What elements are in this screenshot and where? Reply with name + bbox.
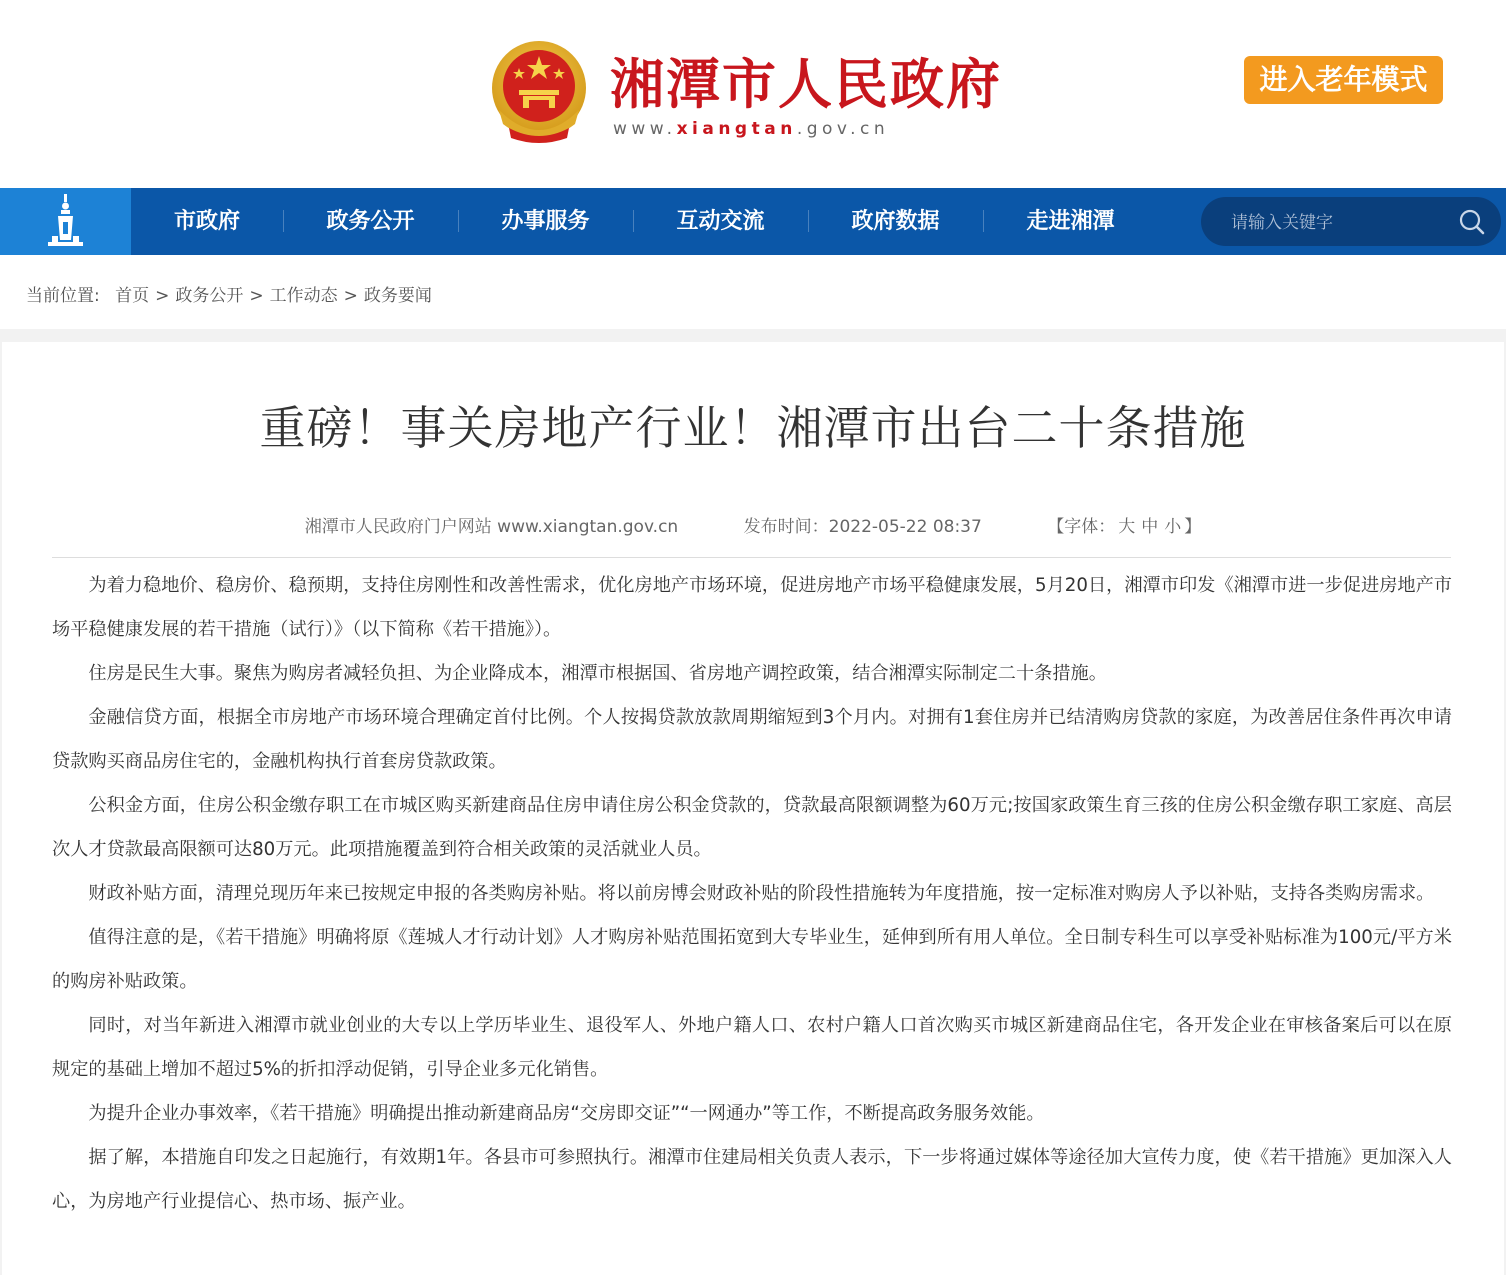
font-size-close: 】 [1184,517,1202,537]
elder-mode-button[interactable]: 进入老年模式 [1244,56,1443,104]
font-small-button[interactable]: 小 [1164,517,1182,537]
breadcrumb-separator: > [155,286,170,306]
article-paragraph: 住房是民生大事。聚焦为购房者减轻负担、为企业降成本，湘潭市根据国、省房地产调控政策，结合湘潭实际制定二十条措施。 [88,663,1107,684]
article-paragraph: 金融信贷方面，根据全市房地产市场环境合理确定首付比例。个人按揭贷款放款周期缩短到3个月内。对拥有1套住房并已结清购房贷款的家庭，为改善居住条件再次申请贷款购买商品房住宅的，金融机构执行首套房贷款政策。 [52,707,1452,772]
article-paragraph: 财政补贴方面，清理兑现历年来已按规定申报的各类购房补贴。将以前房博会财政补贴的阶段性措施转为年度措施，按一定标准对购房人予以补贴，支持各类购房需求。 [88,883,1435,904]
article-publish-time: 发布时间：2022-05-22 08:37 [743,517,982,537]
site-url-domain: xiangtan [676,119,797,139]
site-url-prefix: www. [613,119,677,139]
nav-item-services[interactable]: 办事服务 [458,188,633,255]
home-icon [0,188,131,255]
breadcrumb-label: 当前位置: [26,286,100,306]
breadcrumb-bar [0,255,1506,329]
article-body [52,564,1452,1224]
breadcrumb-separator: > [249,286,264,306]
nav-item-government-data[interactable]: 政府数据 [808,188,983,255]
breadcrumb-home[interactable]: 首页 [115,286,150,306]
font-size-switcher [1047,517,1201,537]
nav-item-interaction[interactable]: 互动交流 [633,188,808,255]
article-title: 重磅！事关房地产行业！湘潭市出台二十条措施 [259,401,1247,455]
article-source: 湘潭市人民政府门户网站 www.xiangtan.gov.cn [304,517,679,537]
article [2,342,1504,1275]
article-paragraph: 同时，对当年新进入湘潭市就业创业的大专以上学历毕业生、退役军人、外地户籍人口、农村户籍人口首次购买市城区新建商品住宅，各开发企业在审核备案后可以在原规定的基础上增加不超过5%的折扣浮动促销，引导企业多元化销售。 [52,1015,1452,1080]
nav-item-government-affairs[interactable]: 政务公开 [283,188,458,255]
font-large-button[interactable]: 大 [1118,517,1136,537]
search-box [1201,197,1501,246]
article-paragraph: 为提升企业办事效率，《若干措施》明确提出推动新建商品房“交房即交证”“一网通办”等工作，不断提高政务服务效能。 [88,1103,1045,1124]
article-meta [2,512,1504,537]
font-size-label: 【字体： [1047,517,1116,537]
site-url [613,119,889,139]
breadcrumb-government-affairs[interactable]: 政务公开 [175,286,244,306]
site-header [0,0,1506,188]
article-paragraph: 为着力稳地价、稳房价、稳预期，支持住房刚性和改善性需求，优化房地产市场环境，促进房地产市场平稳健康发展，5月20日，湘潭市印发《湘潭市进一步促进房地产市场平稳健康发展的若干措施（试行）》（以下简称《若干措施》）。 [52,575,1452,640]
article-paragraph: 值得注意的是，《若干措施》明确将原《莲城人才行动计划》人才购房补贴范围拓宽到大专毕业生，延伸到所有用人单位。全日制专科生可以享受补贴标准为100元/平方米的购房补贴政策。 [52,927,1452,992]
breadcrumb-work-news[interactable]: 工作动态 [269,286,338,306]
nav-home-button[interactable] [0,188,131,255]
font-medium-button[interactable]: 中 [1141,517,1159,537]
site-title: 湘潭市人民政府 [610,53,1002,116]
article-paragraph: 公积金方面，住房公积金缴存职工在市城区购买新建商品住房申请住房公积金贷款的，贷款最高限额调整为60万元;按国家政策生育三孩的住房公积金缴存职工家庭、高层次人才贷款最高限额可达80万元。此项措施覆盖到符合相关政策的灵活就业人员。 [52,795,1452,860]
breadcrumb-government-news[interactable]: 政务要闻 [363,286,432,306]
nav-item-about-xiangtan[interactable]: 走进湘潭 [983,188,1158,255]
nav-item-city-government[interactable]: 市政府 [173,209,240,234]
breadcrumb-separator: > [343,286,358,306]
search-icon[interactable] [1458,208,1486,236]
main-nav [0,188,1506,255]
article-divider [52,557,1451,558]
breadcrumb [26,281,432,306]
national-emblem-icon [489,40,589,144]
article-paragraph: 据了解，本措施自印发之日起施行，有效期1年。各县市可参照执行。湘潭市住建局相关负责人表示，下一步将通过媒体等途径加大宣传力度，使《若干措施》更加深入人心，为房地产行业提信心、热市场、振产业。 [52,1147,1452,1212]
search-input[interactable] [1229,209,1453,237]
nav-menu [131,188,1158,255]
site-url-suffix: .gov.cn [796,119,890,139]
